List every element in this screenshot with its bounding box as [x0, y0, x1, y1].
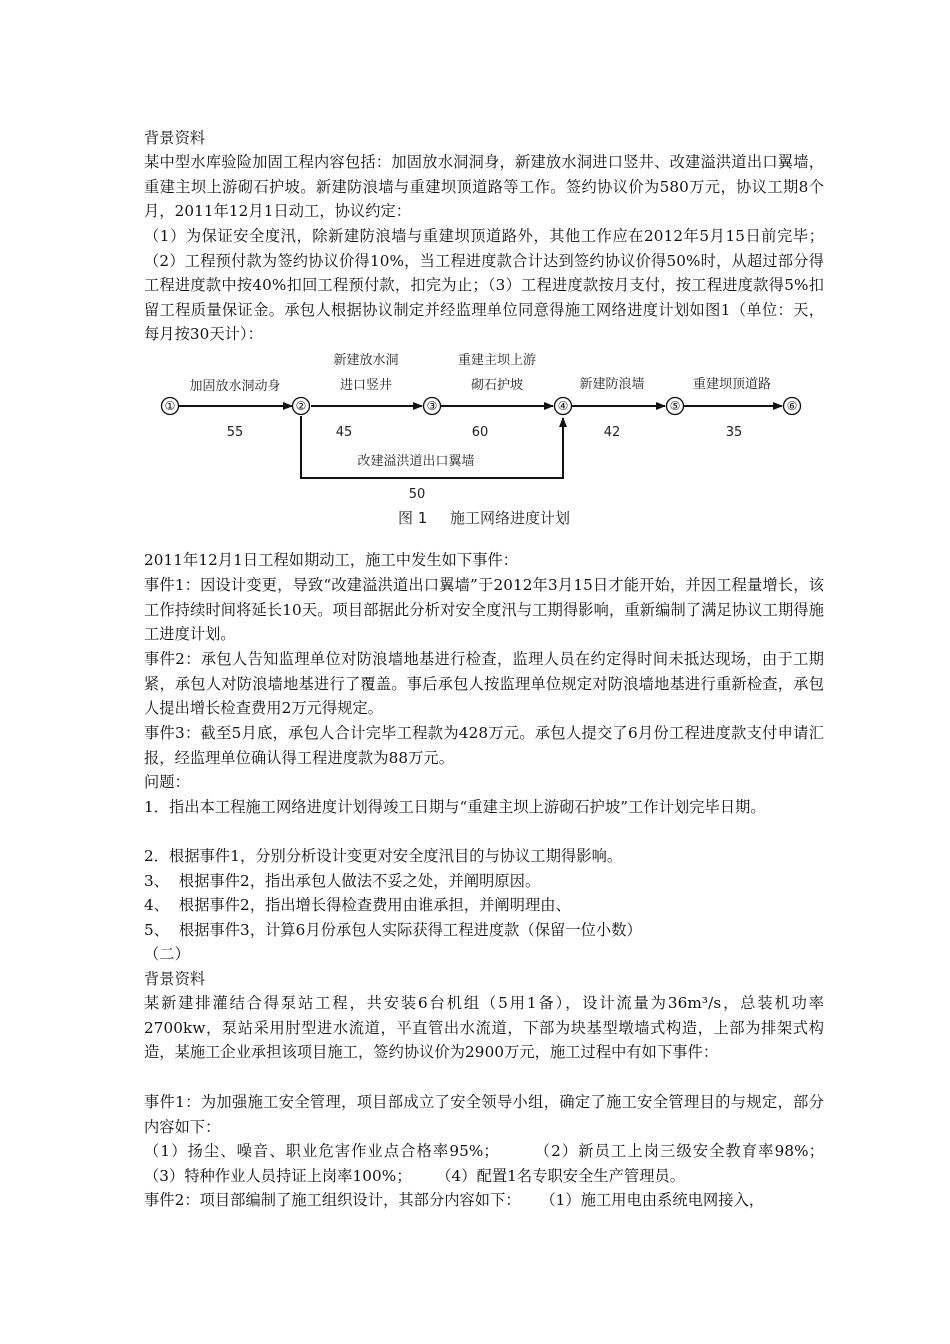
svg-text:②: ②: [295, 399, 307, 413]
duration-1-2: 55: [226, 425, 244, 440]
section-heading-background: 背景资料: [144, 129, 206, 147]
activity-label-3-4-line2: 砌石护坡: [470, 378, 524, 393]
question-3: 3、 根据事件2，指出承包人做法不妥之处，并阐明原因。: [144, 872, 541, 890]
node-2: [293, 398, 310, 415]
figure-caption-number: 图 1: [398, 509, 428, 527]
activity-label-2-3-line1: 新建放水洞: [333, 353, 399, 368]
paragraph-safety-targets: （1）扬尘、噪音、职业危害作业点合格率95%； （2）新员工上岗三级安全教育率98%； （3）特种作业人员持证上岗率100%； （4）配置1名专职安全生产管理员。: [144, 1142, 844, 1185]
question-5: 5、 根据事件3，计算6月份承包人实际获得工程进度款（保留一位小数）: [144, 921, 642, 939]
duration-2-3: 45: [335, 425, 353, 440]
duration-4-5: 42: [603, 425, 621, 440]
duration-2-4: 50: [408, 487, 426, 502]
network-schedule-figure: [140, 348, 820, 538]
question-2: 2．根据事件1，分别分析设计变更对安全度汛目的与协议工期得影响。: [144, 847, 623, 865]
svg-text:③: ③: [426, 399, 438, 413]
figure-caption-title: 施工网络进度计划: [450, 509, 571, 527]
node-1: [162, 398, 179, 415]
question-1: 1．指出本工程施工网络进度计划得竣工日期与“重建主坝上游砌石护坡”工作计划完毕日期。: [144, 798, 766, 816]
node-6: [784, 398, 801, 415]
activity-label-2-4: 改建溢洪道出口翼墙: [357, 454, 475, 469]
section-number-two: （二）: [144, 945, 190, 963]
activity-label-5-6: 重建坝顶道路: [692, 377, 772, 392]
paragraph-project-intro: 某中型水库验险加固工程内容包括：加固放水洞洞身，新建放水洞进口竖井、改建溢洪道出口翼墙，重建主坝上游砌石护坡。新建防浪墙与重建坝顶道路等工作。签约协议价为580万元，协议工期8个月，2011年12月1日动工，协议约定：: [144, 153, 824, 221]
paragraph-event-2-construction: 事件2：项目部编制了施工组织设计，其部分内容如下： （1）施工用电由系统电网接入，: [144, 1191, 765, 1209]
activity-label-2-3-line2: 进口竖井: [339, 378, 393, 393]
paragraph-event-1: 事件1：因设计变更，导致“改建溢洪道出口翼墙”于2012年3月15日才能开始，并因工程量增长，该工作持续时间将延长10天。项目部据此分析对安全度汛与工期得影响，重新编制了满足协议工期得施工进度计划。: [144, 576, 824, 644]
network-diagram: [140, 348, 820, 538]
question-4: 4、 根据事件2，指出增长得检查费用由谁承担，并阐明理由、: [144, 896, 571, 914]
svg-text:④: ④: [557, 399, 569, 413]
activity-label-4-5: 新建防浪墙: [579, 377, 645, 392]
svg-text:⑥: ⑥: [786, 399, 798, 413]
node-5: [667, 398, 684, 415]
node-4: [555, 398, 572, 415]
paragraph-event-2: 事件2：承包人告知监理单位对防浪墙地基进行检查，监理人员在约定得时间未抵达现场，由于工期紧，承包人对防浪墙地基进行了覆盖。事后承包人按监理单位规定对防浪墙地基进行重新检查，承包人提出增长检查费用2万元得规定。: [144, 650, 824, 718]
paragraph-pump-station-intro: 某新建排灌结合得泵站工程，共安装6台机组（5用1备），设计流量为36m³/s，总装机功率2700kw，泵站采用肘型进水流道，平直管出水流道，下部为块基型墩墙式构造，上部为排架式构造，某施工企业承担该项目施工，签约协议价为2900万元，施工过程中有如下事件：: [144, 994, 824, 1062]
activity-label-3-4-line1: 重建主坝上游: [457, 353, 537, 368]
section-heading-background-2: 背景资料: [144, 970, 206, 988]
paragraph-event-3: 事件3：截至5月底，承包人合计完毕工程款为428万元。承包人提交了6月份工程进度款支付申请汇报，经监理单位确认得工程进度款为88万元。: [144, 724, 824, 767]
duration-5-6: 35: [725, 425, 743, 440]
paragraph-safety-event-1: 事件1：为加强施工安全管理，项目部成立了安全领导小组，确定了施工安全管理目的与规定，部分内容如下：: [144, 1093, 824, 1136]
paragraph-contract-terms: （1）为保证安全度汛，除新建防浪墙与重建坝顶道路外，其他工作应在2012年5月15日前完毕；（2）工程预付款为签约协议价得10%，当工程进度款合计达到签约协议价得50%时，从超过部分得工程进度款中按40%扣回工程预付款，扣完为止；（3）工程进度款按月支付，按工程进度款得5%扣留工程质量保证金。承包人根据协议制定并经监理单位同意得施工网络进度计划如图1（单位：天，每月按30天计）：: [144, 227, 824, 344]
duration-3-4: 60: [471, 425, 489, 440]
svg-text:①: ①: [164, 399, 176, 413]
paragraph-start-statement: 2011年12月1日工程如期动工，施工中发生如下事件：: [144, 551, 519, 569]
activity-label-1-2: 加固放水洞动身: [189, 379, 281, 394]
svg-text:⑤: ⑤: [669, 399, 681, 413]
questions-heading: 问题：: [144, 773, 190, 791]
node-3: [424, 398, 441, 415]
